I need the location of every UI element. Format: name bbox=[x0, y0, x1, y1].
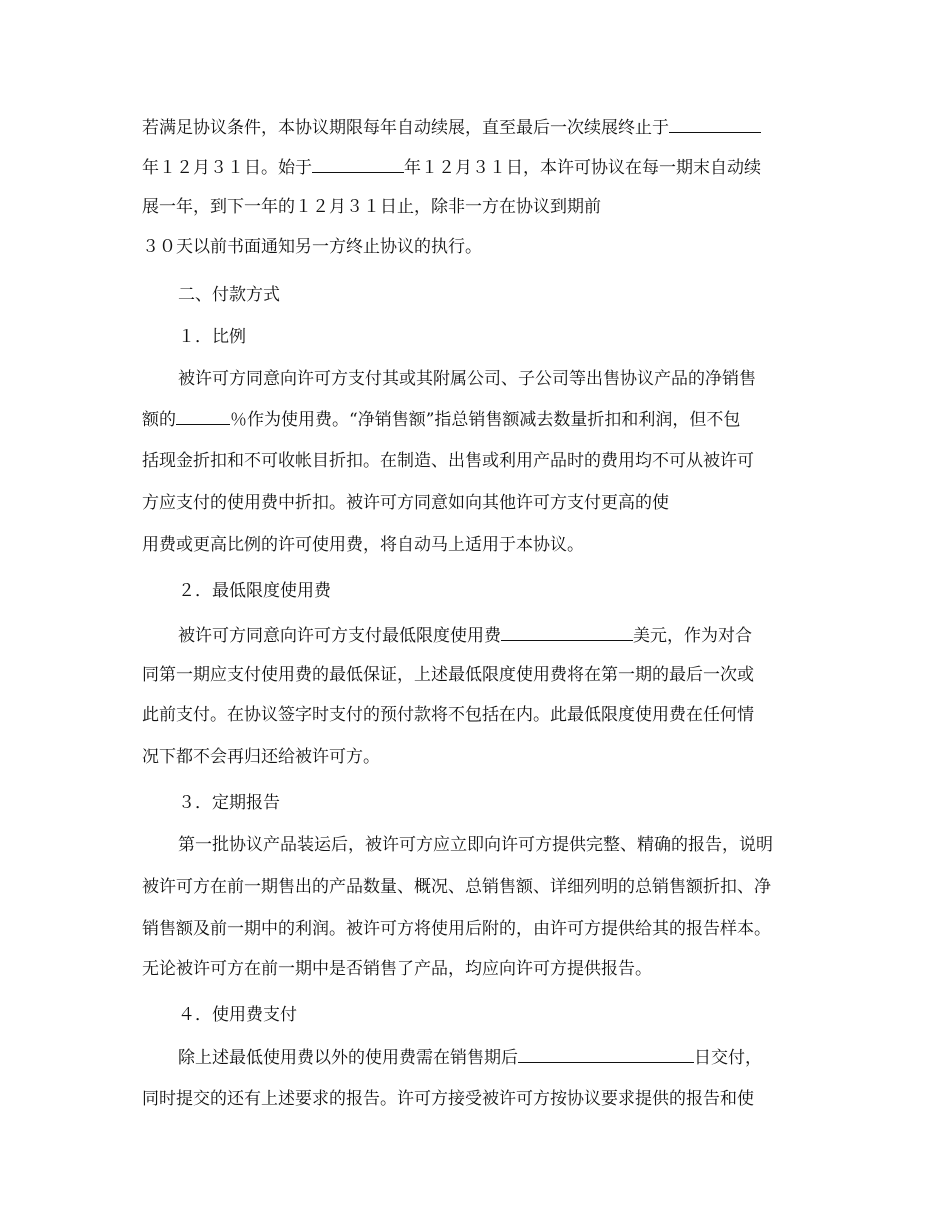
paragraph-line: 同第一期应支付使用费的最低保证，上述最低限度使用费将在第一期的最后一次或 bbox=[142, 665, 754, 685]
paragraph-line: 况下都不会再归还给被许可方。 bbox=[142, 747, 380, 767]
section-heading: 二、付款方式 bbox=[178, 285, 280, 305]
paragraph-line: 第一批协议产品装运后，被许可方应立即向许可方提供完整、精确的报告，说明 bbox=[178, 835, 773, 855]
text-run: 额的 bbox=[142, 410, 176, 430]
paragraph-line: ３０天以前书面通知另一方终止协议的执行。 bbox=[142, 237, 482, 257]
subsection-heading: ３．定期报告 bbox=[178, 793, 280, 813]
paragraph-line: 此前支付。在协议签字时支付的预付款将不包括在内。此最低限度使用费在任何情 bbox=[142, 705, 754, 725]
text-run: 若满足协议条件，本协议期限每年自动续展，直至最后一次续展终止于 bbox=[142, 118, 669, 138]
subsection-heading: ２．最低限度使用费 bbox=[178, 581, 331, 601]
paragraph-line: 方应支付的使用费中折扣。被许可方同意如向其他许可方支付更高的使 bbox=[142, 493, 669, 513]
text-run: 年１２月３１日，本许可协议在每一期末自动续 bbox=[404, 158, 761, 178]
paragraph-line bbox=[178, 624, 752, 647]
paragraph-line bbox=[142, 116, 761, 139]
fill-blank bbox=[501, 624, 633, 641]
fill-blank bbox=[669, 116, 761, 133]
fill-blank bbox=[518, 1046, 694, 1063]
paragraph-line: 同时提交的还有上述要求的报告。许可方接受被许可方按协议要求提供的报告和使 bbox=[142, 1089, 754, 1109]
fill-blank bbox=[176, 408, 230, 425]
subsection-heading: ４．使用费支付 bbox=[178, 1005, 297, 1025]
text-run: 除上述最低使用费以外的使用费需在销售期后 bbox=[178, 1048, 518, 1068]
text-run: 美元，作为对合 bbox=[633, 626, 752, 646]
text-run: 年１２月３１日。始于 bbox=[142, 158, 312, 178]
paragraph-line: 括现金折扣和不可收帐目折扣。在制造、出售或利用产品时的费用均不可从被许可 bbox=[142, 451, 754, 471]
paragraph-line: 销售额及前一期中的利润。被许可方将使用后附的，由许可方提供给其的报告样本。 bbox=[142, 919, 771, 939]
paragraph-line bbox=[142, 156, 761, 179]
paragraph-line bbox=[142, 408, 740, 431]
text-run: 日交付， bbox=[694, 1048, 762, 1068]
paragraph-line: 被许可方同意向许可方支付其或其附属公司、子公司等出售协议产品的净销售 bbox=[178, 369, 756, 389]
text-run: ％作为使用费。“净销售额”指总销售额减去数量折扣和利润，但不包 bbox=[230, 410, 741, 430]
text-run: 被许可方同意向许可方支付最低限度使用费 bbox=[178, 626, 501, 646]
subsection-heading: １．比例 bbox=[178, 327, 246, 347]
paragraph-line: 无论被许可方在前一期中是否销售了产品，均应向许可方提供报告。 bbox=[142, 959, 652, 979]
paragraph-line: 被许可方在前一期售出的产品数量、概况、总销售额、详细列明的总销售额折扣、净 bbox=[142, 877, 771, 897]
paragraph-line bbox=[178, 1046, 762, 1069]
paragraph-line: 展一年，到下一年的１２月３１日止，除非一方在协议到期前 bbox=[142, 197, 601, 217]
fill-blank bbox=[312, 156, 404, 173]
paragraph-line: 用费或更高比例的许可使用费，将自动马上适用于本协议。 bbox=[142, 535, 584, 555]
